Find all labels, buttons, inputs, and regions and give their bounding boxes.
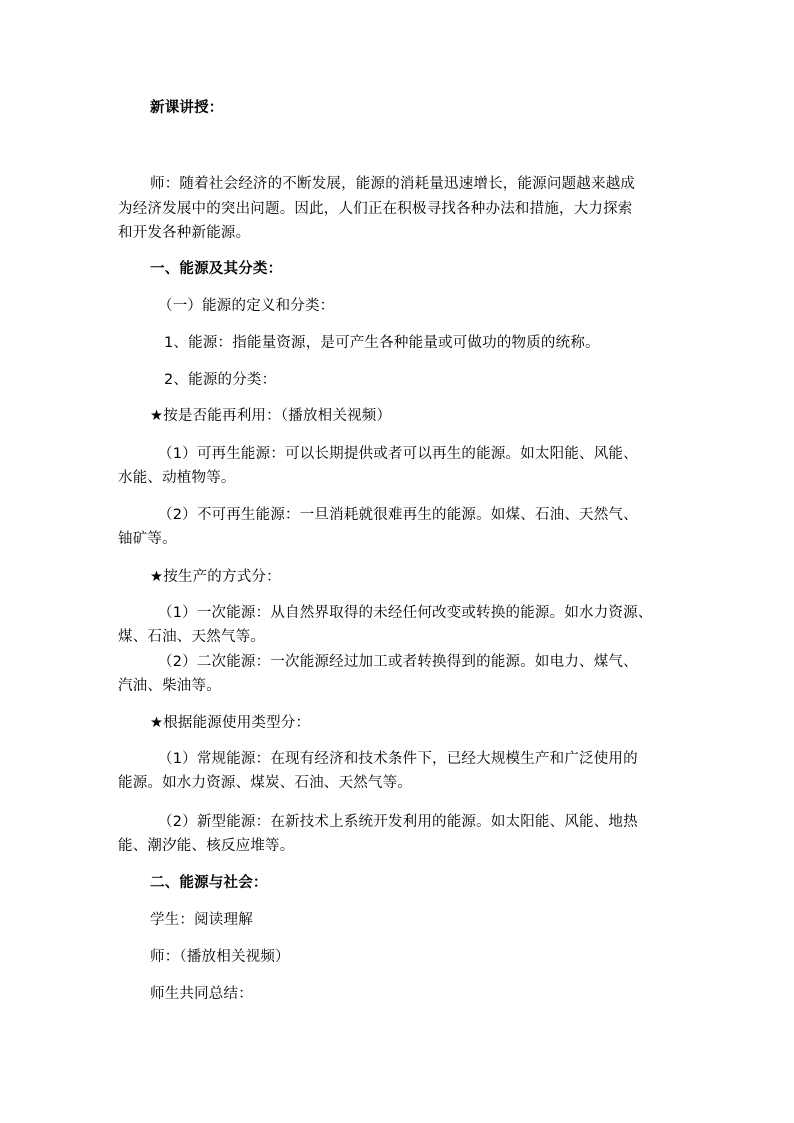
- secondary-line-1: （2）二次能源：一次能源经过加工或者转换得到的能源。如电力、煤气、: [158, 654, 638, 670]
- nonrenewable-line-1: （2）不可再生能源：一旦消耗就很难再生的能源。如煤、石油、天然气、: [158, 507, 638, 523]
- primary-line-1: （1）一次能源：从自然界取得的未经任何改变或转换的能源。如水力资源、: [158, 605, 653, 621]
- summary-line: 师生共同总结：: [150, 986, 253, 1002]
- renewable-line-2: 水能、动植物等。: [118, 470, 236, 486]
- section-title: 新课讲授：: [150, 100, 224, 116]
- definition-energy: 1、能源：指能量资源，是可产生各种能量或可做功的物质的统称。: [164, 335, 600, 351]
- subheading-definition: （一）能源的定义和分类：: [158, 298, 335, 314]
- definition-classification: 2、能源的分类：: [164, 372, 277, 388]
- secondary-line-2: 汽油、柴油等。: [118, 678, 221, 694]
- heading-energy-classification: 一、能源及其分类：: [150, 261, 283, 277]
- primary-line-2: 煤、石油、天然气等。: [118, 629, 265, 645]
- newtype-line-1: （2）新型能源：在新技术上系统开发利用的能源。如太阳能、风能、地热: [158, 814, 638, 830]
- student-line: 学生：阅读理解: [150, 912, 253, 928]
- star-usage-type: ★根据能源使用类型分：: [150, 715, 311, 731]
- heading-energy-society: 二、能源与社会：: [150, 875, 268, 891]
- star-production: ★按生产的方式分：: [150, 569, 281, 585]
- star-reuse: ★按是否能再利用：（播放相关视频）: [150, 408, 392, 424]
- conventional-line-1: （1）常规能源：在现有经济和技术条件下，已经大规模生产和广泛使用的: [158, 751, 638, 767]
- conventional-line-2: 能源。如水力资源、煤炭、石油、天然气等。: [118, 775, 412, 791]
- newtype-line-2: 能、潮汐能、核反应堆等。: [118, 838, 295, 854]
- intro-line-2: 为经济发展中的突出问题。因此，人们正在积极寻找各种办法和措施，大力探索: [118, 201, 633, 217]
- nonrenewable-line-2: 铀矿等。: [118, 531, 177, 547]
- renewable-line-1: （1）可再生能源：可以长期提供或者可以再生的能源。如太阳能、风能、: [158, 446, 638, 462]
- intro-line-3: 和开发各种新能源。: [118, 225, 251, 241]
- teacher-line: 师：（播放相关视频）: [150, 949, 290, 965]
- intro-line-1: 师：随着社会经济的不断发展，能源的消耗量迅速增长，能源问题越来越成: [150, 176, 636, 192]
